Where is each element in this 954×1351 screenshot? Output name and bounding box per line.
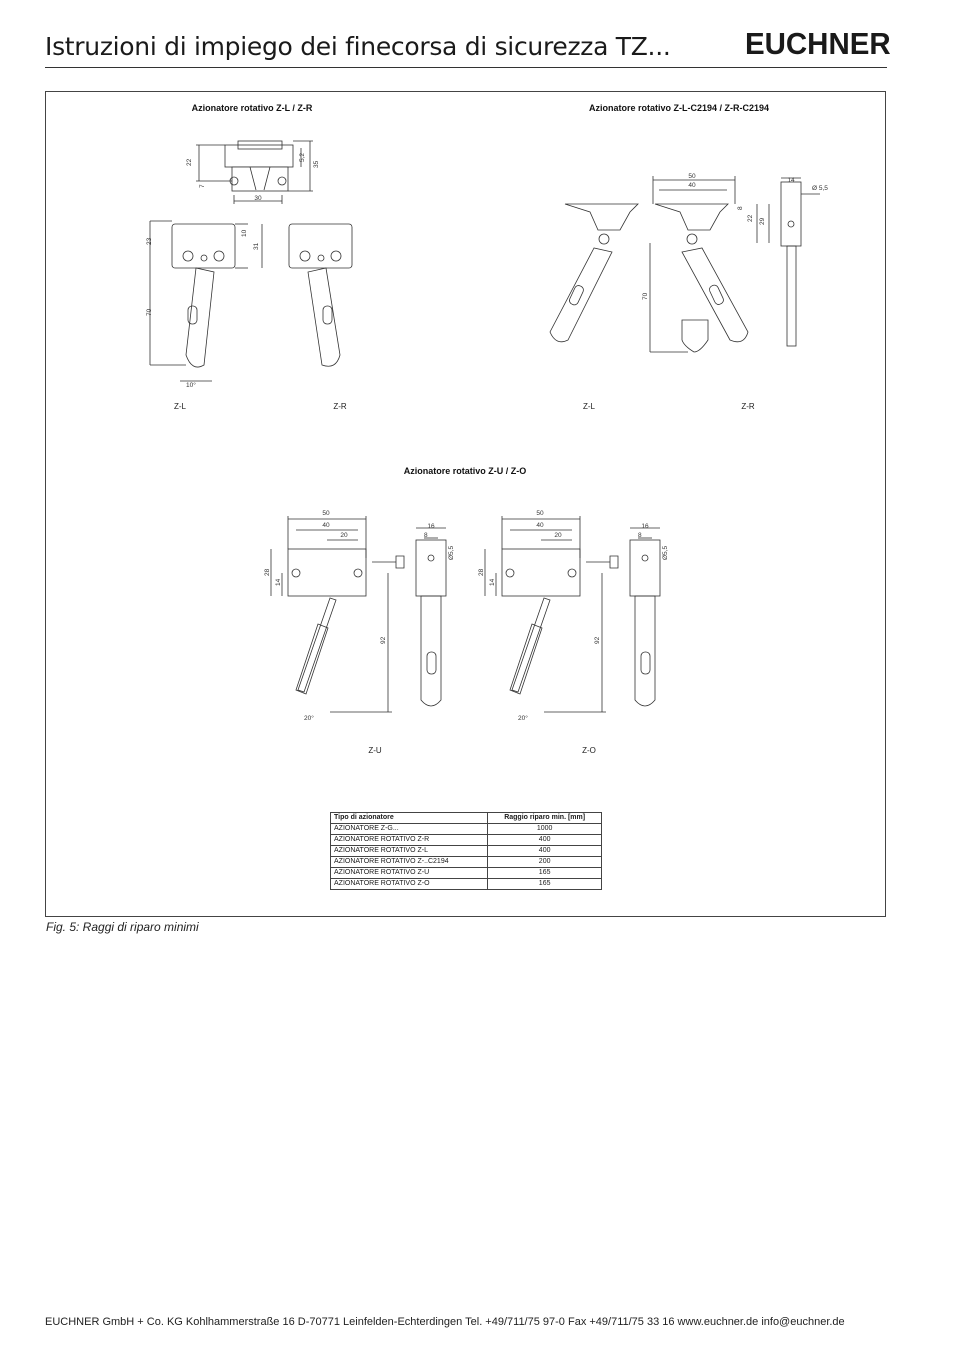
dim-u20deg: 20°	[304, 715, 314, 722]
dim-u28: 28	[264, 568, 271, 576]
dim-5-2: 5,2	[299, 152, 306, 162]
section3-title: Azionatore rotativo Z-U / Z-O	[403, 466, 527, 476]
dim-35: 35	[313, 160, 320, 168]
page-title: Istruzioni di impiego dei finecorsa di sicurezza TZ...	[45, 32, 671, 61]
table-cell: 1000	[488, 824, 602, 835]
dim-u50: 50	[322, 510, 330, 517]
dim-10deg: 10°	[186, 382, 196, 389]
column-header: Tipo di azionatore	[331, 813, 488, 824]
euchner-logo: EUCHNER	[745, 26, 891, 61]
dim-22: 22	[186, 158, 193, 166]
section2-title: Azionatore rotativo Z-L-C2194 / Z-R-C2194	[588, 103, 770, 113]
dim-o20: 20	[554, 532, 562, 539]
figure-caption: Fig. 5: Raggi di riparo minimi	[46, 920, 199, 934]
guard-radius-table	[330, 812, 602, 890]
column-header: Raggio riparo min. [mm]	[488, 813, 602, 824]
dim-o28: 28	[478, 568, 485, 576]
dim-c22: 22	[747, 214, 754, 222]
dim-31: 31	[253, 242, 260, 250]
dim-o16: 16	[641, 523, 649, 530]
dim-u55: Ø5,5	[448, 545, 455, 560]
table-cell: AZIONATORE ROTATIVO Z-R	[331, 835, 488, 846]
dim-u92: 92	[380, 636, 387, 644]
c2194-side-view	[781, 178, 820, 346]
dim-c55: Ø 5,5	[812, 185, 828, 192]
label-zl-1: Z-L	[174, 402, 186, 411]
table-row	[331, 824, 602, 835]
table-cell: 400	[488, 846, 602, 857]
dim-c29: 29	[759, 217, 766, 225]
dim-7: 7	[199, 184, 206, 188]
table-cell: AZIONATORE ROTATIVO Z-O	[331, 879, 488, 890]
table-cell: 200	[488, 857, 602, 868]
zu-actuator-drawing	[271, 516, 446, 712]
dim-c50: 50	[688, 173, 696, 180]
dim-o50: 50	[536, 510, 544, 517]
label-zu: Z-U	[368, 746, 382, 755]
zo-actuator-drawing	[485, 516, 660, 712]
label-zl-2: Z-L	[583, 402, 595, 411]
dim-c70: 70	[642, 292, 649, 300]
table-row	[331, 857, 602, 868]
c2194-zl-drawing	[550, 204, 638, 342]
dim-o40: 40	[536, 522, 544, 529]
label-zo: Z-O	[582, 746, 596, 755]
dim-u14: 14	[275, 578, 282, 586]
dim-o8: 8	[638, 532, 642, 539]
dim-c8: 8	[737, 206, 744, 210]
table-cell: AZIONATORE ROTATIVO Z-U	[331, 868, 488, 879]
footer-contact: EUCHNER GmbH + Co. KG Kohlhammerstraße 16 D-70771 Leinfelden-Echterdingen Tel. +49/711/75 97-0 Fax +49/711/75 33 16 www.euchner.de info@euchner.de	[45, 1316, 845, 1328]
dim-o55: Ø5,5	[662, 545, 669, 560]
label-zr-1: Z-R	[333, 402, 347, 411]
dim-30: 30	[254, 195, 262, 202]
zr-actuator-drawing	[289, 224, 352, 366]
table-row	[331, 879, 602, 890]
table-row	[331, 846, 602, 857]
section1-title: Azionatore rotativo Z-L / Z-R	[191, 103, 313, 113]
dim-10: 10	[241, 229, 248, 237]
table-row	[331, 835, 602, 846]
dim-o14: 14	[489, 578, 496, 586]
table-cell: AZIONATORE ROTATIVO Z-..C2194	[331, 857, 488, 868]
dim-c14: 14	[787, 177, 795, 184]
dim-o92: 92	[594, 636, 601, 644]
table-cell: 400	[488, 835, 602, 846]
label-zr-2: Z-R	[741, 402, 755, 411]
table-cell: 165	[488, 868, 602, 879]
table-cell: AZIONATORE ROTATIVO Z-L	[331, 846, 488, 857]
dim-c40: 40	[688, 182, 696, 189]
dim-23: 23	[146, 237, 153, 245]
dim-u20: 20	[340, 532, 348, 539]
dim-o20deg: 20°	[518, 715, 528, 722]
dim-u8: 8	[424, 532, 428, 539]
dim-u40: 40	[322, 522, 330, 529]
table-header-row	[331, 813, 602, 824]
table-row	[331, 868, 602, 879]
table-cell: 165	[488, 879, 602, 890]
dim-u16: 16	[427, 523, 435, 530]
c2194-zr-drawing	[650, 176, 769, 352]
table-cell: AZIONATORE Z-G...	[331, 824, 488, 835]
dim-70: 70	[146, 308, 153, 316]
zl-actuator-drawing	[150, 221, 262, 381]
